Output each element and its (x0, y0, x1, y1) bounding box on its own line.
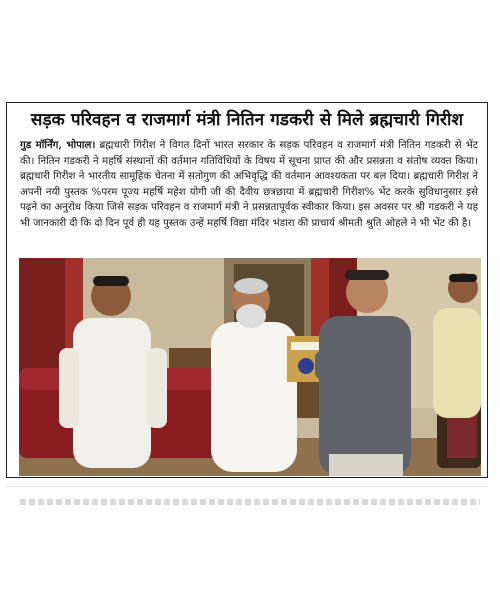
body-line-2: गडकरी से भेंट की। नितिन गडकरी ने महर्षि संस्थानों की वर्तमान गतिविधियों के विषय में सूचना प्राप्त की और प्रसन्नता (20, 140, 478, 167)
headline: सड़क परिवहन व राजमार्ग मंत्री नितिन गडकरी से मिले ब्रह्मचारी गिरीश (30, 110, 464, 130)
body-line-7: भंडारा की प्राचार्य श्रीमती श्रुति ओहले ने भी भेंट की है। (272, 217, 472, 229)
body-line-6: स्वीकार किया। इस अवसर पर श्री गडकरी ने यह भी जानकारी दी कि दो दिन पूर्व ही यह पुस्तक उन्हें महर्षि विद्या मंदिर (20, 202, 478, 229)
news-photo (19, 258, 481, 476)
body-line-3: व संतोष व्यक्त किया। ब्रह्मचारी गिरीश ने भारतीय सामूहिक चेतना में सतोगुण की अभिवृद्धि की वर्तमान आवश्यकता (20, 155, 478, 183)
body-line-1: ब्रह्मचारी गिरीश ने विगत दिनों भारत सरकार के सड़क परिवहन व राजमार्ग मंत्री नितिन (99, 140, 421, 151)
article-body (20, 138, 478, 232)
body-line-4: पर बल दिया। ब्रह्मचारी गिरीश ने अपनी नयी पुस्तक %परम पूज्य महर्षि महेश योगी जी की दैवीय छत्रछाया में ब्रह्मचारी (20, 171, 478, 198)
next-article-cutoff (20, 499, 480, 505)
dateline: गुड मॉर्निंग, भोपाल। (20, 139, 96, 151)
body-line-5: गिरीश% भेंट करके सुविधानुसार इसे पढ़ने का अनुरोध किया जिसे सड़क परिवहन व राजमार्ग मंत्री ने प्रसन्नतापूर्वक (20, 186, 478, 214)
page-divider (6, 486, 488, 487)
news-clipping (6, 102, 488, 478)
